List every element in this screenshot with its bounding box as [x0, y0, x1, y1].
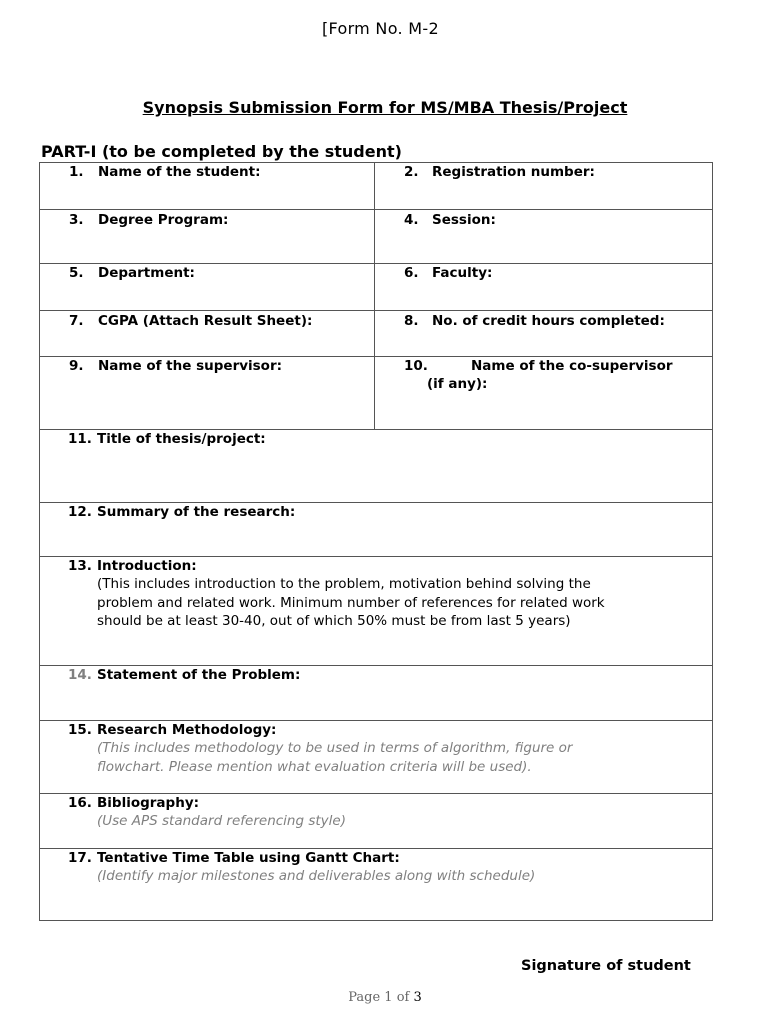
field-research-summary[interactable]: 12. Summary of the research:: [40, 503, 713, 557]
field-label: Title of thesis/project:: [97, 431, 266, 447]
field-research-methodology[interactable]: 15. Research Methodology: (This includes methodology to be used in terms of algorithm, figure or flowchart. Please mention what evaluation criteria will be used).: [40, 721, 713, 794]
field-label: Name of the student:: [98, 164, 261, 180]
page-total: 3: [413, 990, 422, 1005]
field-thesis-title[interactable]: 11. Title of thesis/project:: [40, 430, 713, 503]
field-label: Session:: [432, 212, 496, 228]
field-note: (This includes methodology to be used in terms of algorithm, figure or: [97, 740, 573, 756]
field-label: Statement of the Problem:: [97, 667, 301, 683]
field-credit-hours[interactable]: 8. No. of credit hours completed:: [375, 311, 713, 357]
field-note: (Use APS standard referencing style): [97, 813, 346, 829]
field-label-cont: (if any):: [427, 376, 488, 392]
field-time-table[interactable]: 17. Tentative Time Table using Gantt Chart: (Identify major milestones and deliverables along with schedule): [40, 849, 713, 921]
field-label: Name of the supervisor:: [98, 358, 283, 374]
page-footer: [0, 990, 770, 1005]
field-label: Tentative Time Table using Gantt Chart:: [97, 850, 400, 866]
field-introduction[interactable]: 13. Introduction: (This includes introduction to the problem, motivation behind solving the problem and related work. Minimum number of references for related work should be at least 30-40, out of which 50% must be from last 5 years): [40, 557, 713, 666]
field-supervisor[interactable]: 9. Name of the supervisor:: [40, 357, 375, 430]
field-note: problem and related work. Minimum number of references for related work: [97, 594, 605, 611]
field-label: Research Methodology:: [97, 722, 277, 738]
part-heading: PART-I (to be completed by the student): [41, 142, 402, 161]
field-label: Degree Program:: [98, 212, 229, 228]
field-co-supervisor[interactable]: 10. Name of the co-supervisor (if any):: [375, 357, 713, 430]
field-bibliography[interactable]: 16. Bibliography: (Use APS standard referencing style): [40, 794, 713, 849]
field-note: flowchart. Please mention what evaluation criteria will be used).: [97, 758, 532, 775]
field-cgpa[interactable]: 7. CGPA (Attach Result Sheet):: [40, 311, 375, 357]
field-label: No. of credit hours completed:: [432, 313, 665, 329]
student-signature-label: Signature of student: [521, 958, 691, 974]
field-student-name[interactable]: 1. Name of the student:: [40, 163, 375, 210]
student-form-table: [39, 162, 713, 921]
field-label: Faculty:: [432, 265, 493, 281]
field-faculty[interactable]: 6. Faculty:: [375, 264, 713, 311]
field-session[interactable]: 4. Session:: [375, 210, 713, 264]
field-label: Name of the co-supervisor: [471, 358, 673, 374]
field-label: Bibliography:: [97, 795, 200, 811]
field-label: Department:: [98, 265, 195, 281]
field-problem-statement[interactable]: 14. Statement of the Problem:: [40, 666, 713, 721]
field-note: (Identify major milestones and deliverables along with schedule): [97, 868, 536, 884]
field-note: should be at least 30-40, out of which 50% must be from last 5 years): [97, 613, 571, 629]
field-department[interactable]: 5. Department:: [40, 264, 375, 311]
field-label: CGPA (Attach Result Sheet):: [98, 313, 313, 329]
field-label: Introduction:: [97, 558, 197, 574]
field-degree-program[interactable]: 3. Degree Program:: [40, 210, 375, 264]
page-number-text: Page 1 of: [348, 990, 414, 1005]
field-registration-number[interactable]: 2. Registration number:: [375, 163, 713, 210]
field-label: Registration number:: [432, 164, 595, 180]
form-title: Synopsis Submission Form for MS/MBA Thesis/Project: [142, 98, 628, 117]
field-label: Summary of the research:: [97, 504, 296, 520]
form-number: [Form No. M-2: [322, 19, 439, 38]
field-note: (This includes introduction to the problem, motivation behind solving the: [97, 576, 591, 592]
